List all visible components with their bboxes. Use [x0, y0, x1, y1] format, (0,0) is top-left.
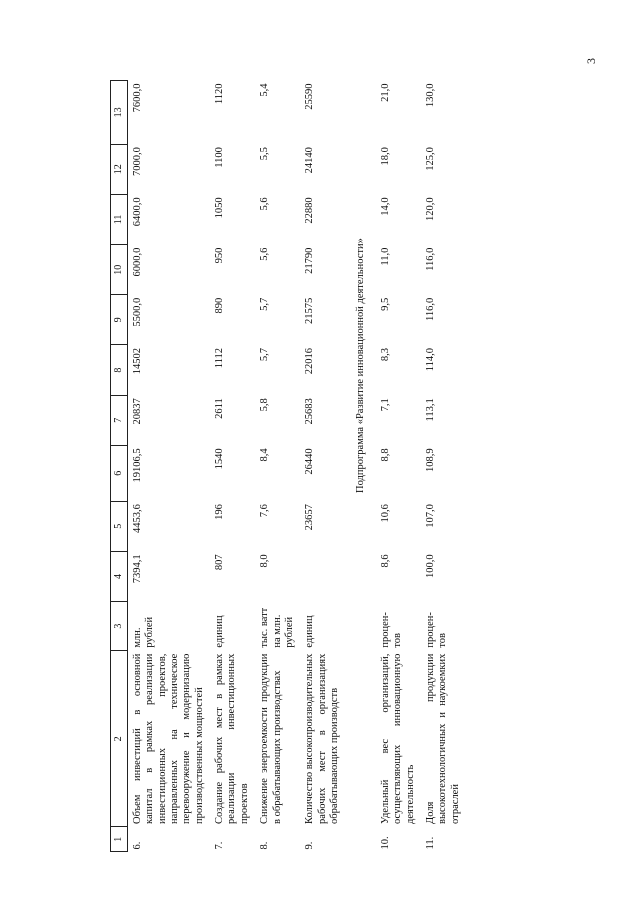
value-cell: 7,6: [259, 504, 271, 518]
column-header: 9: [111, 295, 128, 345]
value-cell: 21575: [304, 297, 316, 325]
value-cell: 8,6: [379, 554, 391, 568]
column-header: 7: [111, 395, 128, 445]
table-row: [255, 81, 300, 852]
column-header: 8: [111, 345, 128, 395]
value-cell: 7600,0: [131, 83, 143, 113]
row-number: 7.: [214, 841, 226, 850]
column-header: 11: [111, 194, 128, 244]
column-header: 3: [111, 602, 128, 651]
subprogram-title: Подпрограмма «Развитие инновационной деятельности»: [355, 238, 367, 494]
rotated-table-container: [110, 80, 635, 852]
value-cell: 116,0: [424, 297, 436, 322]
value-cell: 5,5: [259, 147, 271, 161]
value-cell: 24140: [304, 147, 316, 174]
indicators-table: [110, 80, 466, 852]
indicator-name: Объем инвестиций в основной капитал в рамках реализации инвестиционных проектов, направленных на техническое перевооружение и модернизацию производственных мощностей: [131, 653, 205, 824]
value-cell: 5500,0: [131, 297, 143, 327]
value-cell: [300, 551, 345, 601]
value-cell: 1100: [214, 147, 226, 168]
row-number: 10.: [379, 836, 391, 850]
value-cell: 14,0: [379, 197, 391, 216]
value-cell: 1050: [214, 197, 226, 219]
column-header: 12: [111, 144, 128, 194]
unit-cell: единиц: [214, 615, 226, 648]
table-row: [421, 81, 466, 852]
unit-cell: процен-тов: [379, 612, 404, 648]
value-cell: 950: [214, 247, 226, 264]
value-cell: 5,8: [259, 398, 271, 412]
table-row: [127, 81, 210, 852]
indicator-name: Создание рабочих мест в рамках реализации инвестиционных проектов: [214, 653, 250, 824]
column-header: 5: [111, 501, 128, 551]
column-header: 10: [111, 245, 128, 295]
value-cell: 120,0: [424, 197, 436, 221]
value-cell: 116,0: [424, 247, 436, 271]
value-cell: 5,6: [259, 197, 271, 211]
value-cell: 7394,1: [131, 554, 143, 584]
value-cell: 196: [214, 504, 226, 520]
value-cell: 5,6: [259, 247, 271, 261]
value-cell: 1540: [214, 448, 226, 470]
value-cell: 25590: [304, 83, 316, 110]
value-cell: 8,0: [259, 554, 271, 568]
column-header: 1: [111, 827, 128, 852]
value-cell: 2611: [214, 398, 226, 419]
value-cell: 114,0: [424, 347, 436, 372]
indicator-name: Доля продукции высокотехнологичных и наукоемких отраслей: [424, 653, 461, 824]
value-cell: 14502: [131, 347, 143, 375]
table-row: [300, 81, 345, 852]
table-row: [376, 81, 421, 852]
value-cell: 23657: [304, 504, 316, 531]
value-cell: 9,5: [379, 297, 391, 311]
value-cell: 890: [214, 297, 226, 314]
value-cell: 8,4: [259, 448, 271, 462]
indicator-name: Удельный вес организаций, осуществляющих инновационную деятельность: [379, 653, 416, 824]
value-cell: 4453,6: [131, 504, 143, 534]
value-cell: 108,9: [424, 448, 436, 473]
column-header: 13: [111, 81, 128, 145]
row-number: 6.: [131, 841, 143, 850]
row-number: 8.: [259, 841, 271, 850]
value-cell: 100,0: [424, 554, 436, 578]
value-cell: 11,0: [379, 247, 391, 266]
value-cell: 18,0: [379, 147, 391, 166]
value-cell: 6400,0: [131, 197, 143, 227]
indicator-name: Снижение энергоемкости продукции в обрабатывающих производствах: [259, 653, 283, 824]
unit-cell: единиц: [304, 615, 316, 648]
value-cell: 22880: [304, 197, 316, 224]
value-cell: 5,7: [259, 297, 271, 311]
subprogram-row: [345, 81, 375, 852]
value-cell: 22016: [304, 347, 316, 375]
column-header: 6: [111, 445, 128, 501]
page-number: 3: [584, 58, 598, 64]
column-header: 4: [111, 551, 128, 601]
value-cell: 19106,5: [131, 448, 143, 483]
row-number: 11.: [424, 836, 436, 850]
row-number: 9.: [304, 841, 316, 850]
column-number-row: [111, 81, 128, 852]
value-cell: 5,4: [259, 83, 271, 97]
value-cell: 807: [214, 554, 226, 571]
value-cell: 26440: [304, 448, 316, 475]
value-cell: 8,3: [379, 347, 391, 362]
table-row: [210, 81, 255, 852]
unit-cell: тыс. ватт на млн. рублей: [259, 607, 295, 648]
value-cell: 21,0: [379, 83, 391, 102]
value-cell: 21790: [304, 247, 316, 274]
value-cell: 1112: [214, 347, 226, 369]
value-cell: 7000,0: [131, 147, 143, 177]
value-cell: 6000,0: [131, 247, 143, 277]
unit-cell: млн. рублей: [131, 616, 156, 648]
value-cell: 130,0: [424, 83, 436, 108]
indicator-name: Количество высокопроизводительных рабочих мест в организациях обрабатывающих производств: [304, 653, 341, 824]
unit-cell: процен-тов: [424, 612, 449, 648]
value-cell: 8,8: [379, 448, 391, 462]
value-cell: 5,7: [259, 347, 271, 362]
value-cell: 1120: [214, 83, 226, 105]
column-header: 2: [111, 651, 128, 827]
value-cell: 10,6: [379, 504, 391, 523]
value-cell: 25683: [304, 398, 316, 425]
value-cell: 107,0: [424, 504, 436, 528]
value-cell: 20837: [131, 398, 143, 425]
value-cell: 7,1: [379, 398, 391, 412]
value-cell: 125,0: [424, 147, 436, 171]
value-cell: 113,1: [424, 398, 436, 422]
